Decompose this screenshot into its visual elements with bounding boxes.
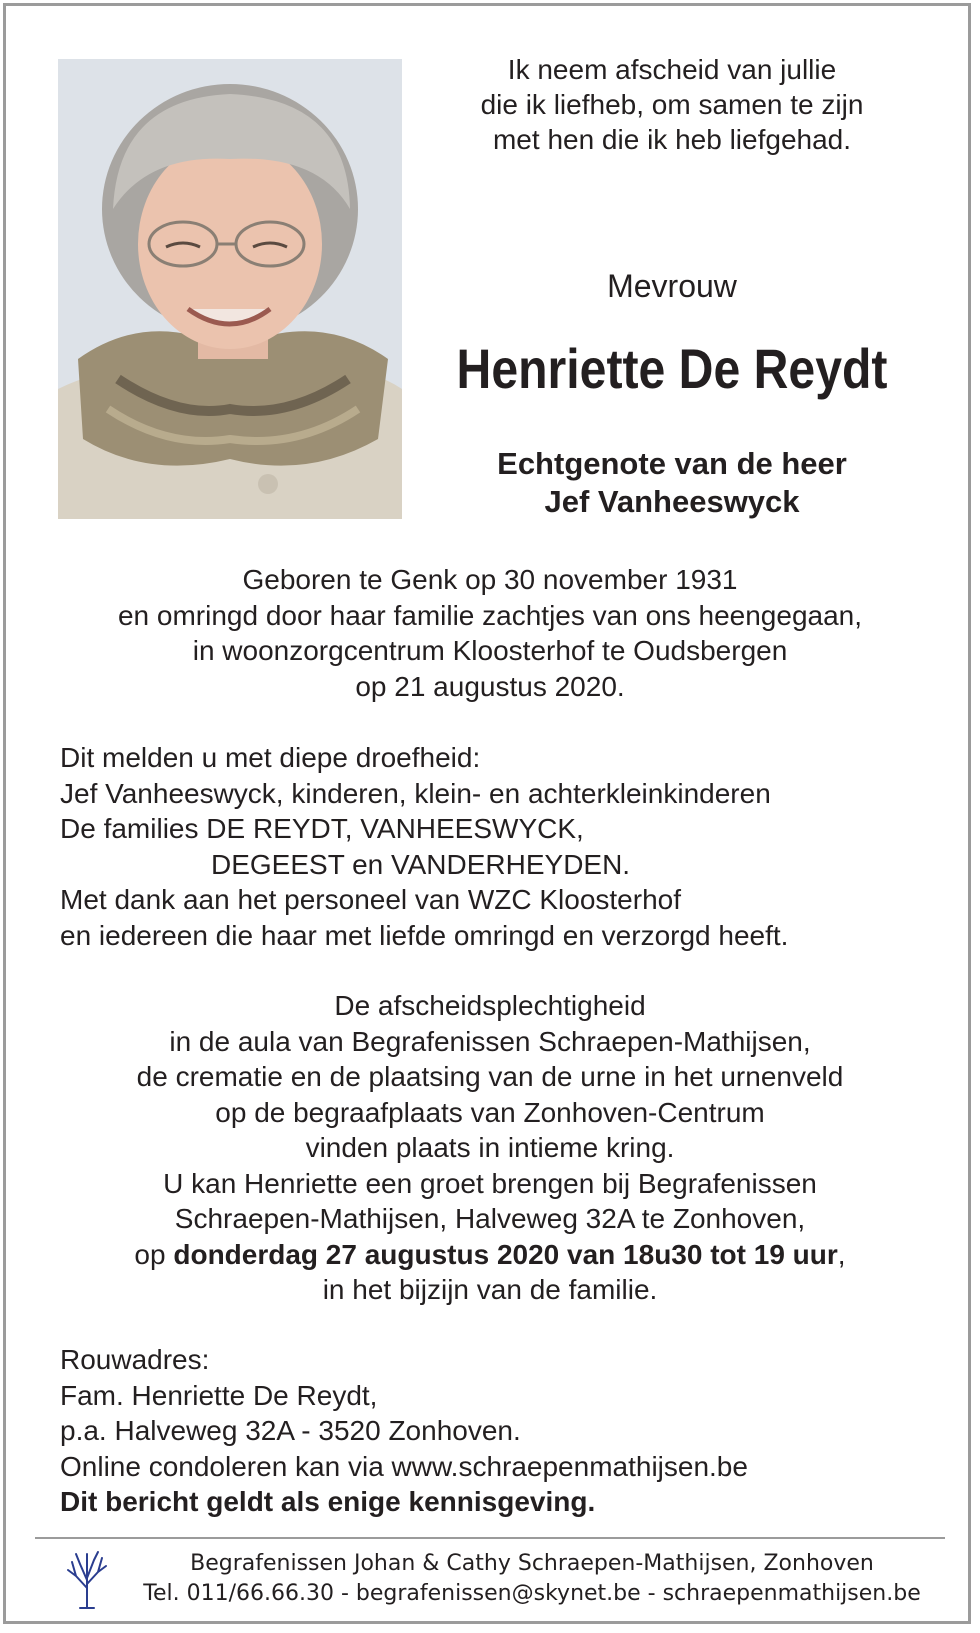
ceremony-line: vinden plaats in intieme kring. <box>305 1132 675 1163</box>
mourning-address <box>60 1342 940 1520</box>
ceremony-line: De afscheidsplechtigheid <box>334 990 646 1021</box>
footer-divider <box>35 1537 945 1539</box>
tree-icon <box>62 1548 112 1610</box>
birth-death-line: en omringd door haar familie zachtjes van ons heengegaan, <box>117 599 863 631</box>
funeral-home-contact: Tel. 011/66.66.30 - begrafenissen@skynet.be - schraepenmathijsen.be <box>143 1581 921 1606</box>
ceremony-line: in de aula van Begrafenissen Schraepen-Mathijsen, <box>169 1025 811 1057</box>
ceremony-line: op de begraafplaats van Zonhoven-Centrum <box>215 1096 765 1128</box>
address-street: p.a. Halveweg 32A - 3520 Zonhoven. <box>60 1415 521 1446</box>
poem-line: met hen die ik heb liefgehad. <box>492 124 852 155</box>
birth-death-line: Geboren te Genk op 30 november 1931 <box>242 564 738 595</box>
mourners-line: De families DE REYDT, VANHEESWYCK, <box>60 813 584 844</box>
funeral-home-footer <box>112 1549 952 1609</box>
spouse-line: Jef Vanheeswyck <box>544 484 800 519</box>
ceremony-line: de crematie en de plaatsing van de urne in het urnenveld <box>136 1061 844 1092</box>
visit-prefix: op <box>134 1238 174 1270</box>
thanks-line: en iedereen die haar met liefde omringd en verzorgd heeft. <box>60 919 789 951</box>
poem-line: die ik liefheb, om samen te zijn <box>480 89 864 120</box>
visit-datetime: donderdag 27 augustus 2020 van 18u30 tot 19 uur <box>173 1238 838 1270</box>
mourners-paragraph <box>60 740 940 953</box>
ceremony-line: in het bijzijn van de familie. <box>322 1274 658 1305</box>
mourners-line: Jef Vanheeswyck, kinderen, klein- en achterkleinkinderen <box>60 777 771 809</box>
ceremony-paragraph <box>40 988 940 1308</box>
portrait-photo <box>58 59 402 519</box>
deceased-name: Henriette De Reydt <box>456 337 888 400</box>
spouse-line: Echtgenote van de heer <box>497 446 847 481</box>
ceremony-line: Schraepen-Mathijsen, Halveweg 32A te Zonhoven, <box>174 1203 806 1234</box>
visit-suffix: , <box>837 1238 846 1270</box>
address-label: Rouwadres: <box>60 1344 210 1375</box>
mourners-intro: Dit melden u met diepe droefheid: <box>60 742 481 773</box>
birth-death-paragraph <box>40 562 940 704</box>
spouse-info <box>410 445 934 521</box>
mourners-line: DEGEEST en VANDERHEYDEN. <box>211 848 631 880</box>
birth-death-line: in woonzorgcentrum Kloosterhof te Oudsbergen <box>192 635 788 666</box>
closing-statement: Dit bericht geldt als enige kennisgeving. <box>60 1486 596 1517</box>
poem-line: Ik neem afscheid van jullie <box>507 54 837 85</box>
online-condolence-text: Online condoleren kan via www.schraepenmathijsen.be <box>60 1450 748 1482</box>
funeral-home-name: Begrafenissen Johan & Cathy Schraepen-Mathijsen, Zonhoven <box>190 1551 874 1576</box>
visit-time-line <box>40 1237 940 1273</box>
farewell-poem <box>430 52 914 157</box>
address-name: Fam. Henriette De Reydt, <box>60 1379 378 1411</box>
thanks-line: Met dank aan het personeel van WZC Kloosterhof <box>60 884 682 915</box>
honorific: Mevrouw <box>607 268 737 304</box>
ceremony-line: U kan Henriette een groet brengen bij Begrafenissen <box>163 1167 817 1199</box>
birth-death-line: op 21 augustus 2020. <box>355 670 625 702</box>
